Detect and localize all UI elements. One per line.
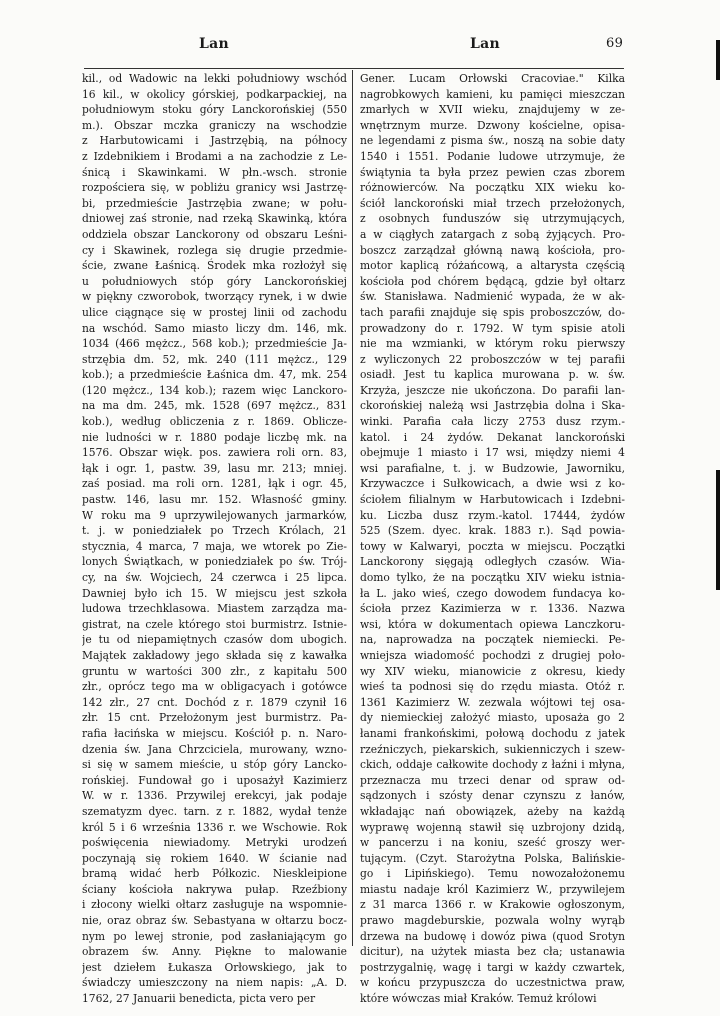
- text-line: na wschód. Samo miasto liczy dm. 146, mk.: [82, 321, 347, 335]
- text-line: kob.); a przedmieście Łaśnica dm. 47, mk. 254: [82, 368, 347, 382]
- text-line: nie, oraz obraz św. Sebastyana w ołtarzu bocz-: [82, 914, 347, 928]
- text-line: winki. Parafia cała liczy 2753 dusz rzym.-: [360, 415, 625, 429]
- running-header-left: Lan: [199, 36, 229, 52]
- text-line: si się w samem mieście, u stóp góry Lancko-: [82, 758, 347, 772]
- text-line: 142 złr., 27 cnt. Dochód z r. 1879 czynił 16: [82, 695, 347, 709]
- text-line: Lanckorony sięgają odległych czasów. Wia-: [360, 555, 625, 569]
- text-line: wniejsza wiadomość pochodzi z drugiej poło-: [360, 648, 625, 662]
- text-line: z 31 marca 1366 r. w Krakowie ogłoszonym,: [360, 898, 625, 912]
- text-line: 1540 i 1551. Podanie ludowe utrzymuje, że: [360, 149, 625, 163]
- text-line: ścioła przez Kazimierza w r. 1336. Nazwa: [360, 602, 625, 616]
- text-line: bramą widać herb Półkozic. Nieskleipione: [82, 867, 347, 881]
- text-line: w piękny czworobok, tworzący rynek, i w dwie: [82, 290, 347, 304]
- text-line: ku. Liczba dusz rzym.-katol. 17444, żydów: [360, 508, 625, 522]
- text-line: postrzygalnię, wagę i targi w każdy czwartek,: [360, 960, 625, 974]
- text-line: dy niemieckiej założyć miasto, uposaża go 2: [360, 711, 625, 725]
- text-line: południowym stoku góry Lanckorońskiej (550: [82, 103, 347, 117]
- text-line: tującym. (Czyt. Starożytna Polska, Balińskie-: [360, 851, 625, 865]
- text-line: jest dziełem Łukasza Orłowskiego, jak to: [82, 960, 347, 974]
- text-line: ściany kościoła nakrywa pułap. Rzeźbiony: [82, 882, 347, 896]
- text-line: W roku ma 9 uprzywilejowanych jarmarków,: [82, 508, 347, 522]
- text-line: na ma dm. 245, mk. 1528 (697 mężcz., 831: [82, 399, 347, 413]
- text-line: złr., oprócz tego ma w obligacyach i gotówce: [82, 680, 347, 694]
- text-line: rafia łacińska w miejscu. Kościół p. n. Naro-: [82, 726, 347, 740]
- text-line: bi, przedmieście Jastrzębia zwane; w połu-: [82, 196, 347, 210]
- text-line: kob.), według obliczenia z r. 1869. Oblicze-: [82, 415, 347, 429]
- column-divider: [352, 70, 353, 946]
- text-line: obrazem św. Anny. Piękne to malowanie: [82, 945, 347, 959]
- page-number: 69: [606, 36, 624, 51]
- text-line: strzębia dm. 52, mk. 240 (111 mężcz., 129: [82, 352, 347, 366]
- text-line: które wówczas miał Kraków. Temuż królowi: [360, 992, 597, 1006]
- text-line: świadczy umieszczony na niem napis: „A. D.: [82, 976, 347, 990]
- text-line: z wyliczonych 22 proboszczów w tej parafii: [360, 352, 625, 366]
- text-line: łąk i ogr. 1, pastw. 39, lasu mr. 213; mniej.: [82, 461, 347, 475]
- text-line: Majątek zakładowy jego składa się z kawałka: [82, 648, 347, 662]
- text-line: 1034 (466 mężcz., 568 kob.); przedmieście Ja-: [82, 337, 347, 351]
- text-line: 1361 Kazimierz W. zezwala wójtowi tej osa-: [360, 695, 625, 709]
- text-line: łanami frankońskimi, połową dochodu z jatek: [360, 726, 625, 740]
- scan-edge-mark: [716, 470, 720, 590]
- text-line: dicitur), na użytek miasta bez cła; ustanawia: [360, 945, 625, 959]
- text-line: w pancerzu i na koniu, sześć groszy wer-: [360, 836, 625, 850]
- text-line: stycznia, 4 marca, 7 maja, we wtorek po Zie-: [82, 539, 347, 553]
- running-header-right: Lan: [470, 36, 500, 52]
- text-line: zmarłych w XVII wieku, znajdujemy w ze-: [360, 103, 625, 117]
- text-line: wyprawę wojenną stawił się uzbrojony dzidą,: [360, 820, 625, 834]
- text-line: go i Lipińskiego). Temu nowozałożonemu: [360, 867, 625, 881]
- text-line: obejmuje 1 miasto i 17 wsi, między niemi 4: [360, 446, 625, 460]
- text-line: zaś posiad. ma roli orn. 1281, łąk i ogr. 45,: [82, 477, 347, 491]
- header-rule: [84, 68, 624, 69]
- text-line: ckorońskiej należą wsi Jastrzębia dolna i Ska-: [360, 399, 625, 413]
- text-line: towy w Kalwaryi, poczta w miejscu. Początki: [360, 539, 625, 553]
- text-line: ła L. jako wieś, czego dowodem fundacya ko-: [360, 586, 625, 600]
- text-line: dniowej zaś stronie, nad rzeką Skawinką, która: [82, 212, 347, 226]
- text-line: (120 mężcz., 134 kob.); razem więc Lanckoro-: [82, 383, 347, 397]
- text-line: miastu nadaje król Kazimierz W., przywilejem: [360, 882, 625, 896]
- text-line: lonych Świątkach, w poniedziałek po św. Trój-: [82, 555, 347, 569]
- text-line: pastw. 146, lasu mr. 152. Własność gminy.: [82, 493, 347, 507]
- text-line: ulice ciągnące się w prostej linii od zachodu: [82, 305, 347, 319]
- text-line: boszcz zarządzał główną nawą kościoła, pro-: [360, 243, 625, 257]
- text-line: z Harbutowicami i Jastrzębią, na północy: [82, 134, 347, 148]
- text-line: ludowa trzechklasowa. Miastem zarządza ma-: [82, 602, 347, 616]
- text-line: różnowierców. Na początku XIX wieku ko-: [360, 181, 625, 195]
- text-line: z Izdebnikiem i Brodami a na zachodzie z Le-: [82, 149, 347, 163]
- right-text-column: [360, 71, 625, 1007]
- text-line: wieś ta podnosi się do rzędu miasta. Otóż r.: [360, 680, 625, 694]
- text-line: drzewa na budowę i dowóz piwa (quod Srotyn: [360, 929, 625, 943]
- text-line: rozpościera się, w pobliżu granicy wsi Jastrzę-: [82, 181, 347, 195]
- text-line: Dawniej było ich 15. W miejscu jest szkoła: [82, 586, 347, 600]
- text-line: ckich, oddaje całkowite dochody z łaźni i młyna,: [360, 758, 625, 772]
- text-line: tach parafii znajduje się spis proboszczów, do-: [360, 305, 625, 319]
- text-line: osiadł. Jest tu kaplica murowana p. w. św.: [360, 368, 625, 382]
- text-line: domo tylko, że na początku XIV wieku istnia-: [360, 571, 625, 584]
- text-line: poczynają się rokiem 1640. W ścianie nad: [82, 851, 347, 865]
- text-line: wsi parafialne, t. j. w Budzowie, Jaworniku,: [360, 461, 625, 475]
- text-line: katol. i 24 żydów. Dekanat lanckoroński: [360, 430, 625, 444]
- text-line: prowadzony do r. 1792. W tym spisie atoli: [360, 321, 625, 335]
- text-line: złr. 15 cnt. Przełożonym jest burmistrz. Pa-: [82, 711, 347, 725]
- text-line: ne legendami z pisma św., noszą na sobie daty: [360, 134, 625, 148]
- text-line: rońskiej. Fundował go i uposażył Kazimierz: [82, 773, 347, 787]
- text-line: poświęcenia niewiadomy. Metryki urodzeń: [82, 836, 347, 850]
- text-line: wsi, która w dokumentach opiewa Lanczkoru-: [360, 617, 625, 631]
- scan-edge-mark: [716, 40, 720, 80]
- text-line: 16 kil., w okolicy górskiej, podkarpackiej, na: [82, 87, 347, 101]
- text-line: przeznacza mu trzeci denar od spraw od-: [360, 773, 625, 787]
- text-line: m.). Obszar mczka graniczy na wschodzie: [82, 118, 347, 132]
- text-line: w końcu przypuszcza do uczestnictwa praw,: [360, 976, 625, 990]
- text-line: wy XIV wieku, mianowicie z okresu, kiedy: [360, 664, 625, 678]
- text-line: sądzonych i szósty denar czynszu z łanów,: [360, 789, 625, 803]
- text-line: kil., od Wadowic na lekki południowy wschód: [82, 72, 347, 85]
- text-line: ściół lanckoroński miał trzech przełożonych,: [360, 196, 625, 210]
- text-line: 1576. Obszar więk. pos. zawiera roli orn. 83,: [82, 446, 347, 460]
- text-line: szematyzm dyec. tarn. z r. 1882, wydał tenże: [82, 804, 347, 818]
- text-line: cy, na św. Wojciech, 24 czerwca i 25 lipca.: [82, 571, 347, 584]
- text-line: a w ciągłych zatargach z sobą żyjących. Pro-: [360, 227, 625, 241]
- text-line: nym po lewej stronie, pod zasłaniającym go: [82, 929, 347, 943]
- text-line: nagrobkowych kamieni, ku pamięci mieszczan: [360, 87, 625, 101]
- text-line: nie ma wzmianki, w którym roku pierwszy: [360, 337, 625, 351]
- text-line: rzeźniczych, piekarskich, sukienniczych i szew-: [360, 742, 625, 756]
- text-line: śnicą i Skawinkami. W płn.-wsch. stronie: [82, 165, 347, 179]
- text-line: u południowych stóp góry Lanckorońskiej: [82, 274, 347, 288]
- text-line: oddziela obszar Lanckorony od obszaru Leśni-: [82, 227, 347, 241]
- text-line: 1762, 27 Januarii benedicta, picta vero per: [82, 992, 316, 1006]
- text-line: św. Stanisława. Nadmienić wypada, że w ak-: [360, 290, 625, 304]
- text-line: wkładając nań obowiązek, ażeby na każdą: [360, 804, 625, 818]
- text-line: Gener. Lucam Orłowski Cracoviae." Kilka: [360, 72, 625, 85]
- text-line: dzenia św. Jana Chrzciciela, murowany, wzno-: [82, 742, 347, 756]
- text-line: świątynia ta była przez pewien czas zborem: [360, 165, 625, 179]
- text-line: je tu od niepamiętnych czasów dom ubogich.: [82, 633, 347, 647]
- text-line: cy i Skawinek, rozlega się drugie przedmie-: [82, 243, 347, 257]
- text-line: gistrat, na czele którego stoi burmistrz. Istnie-: [82, 617, 347, 631]
- text-line: na, naprowadza na początek niemiecki. Pe-: [360, 633, 625, 647]
- text-line: kościoła pod chórem będącą, gdzie był ołtarz: [360, 274, 625, 288]
- scan-edge-marks: [706, 0, 720, 1016]
- text-line: t. j. w poniedziałek po Trzech Królach, 21: [82, 524, 347, 538]
- text-line: ściołem filialnym w Harbutowicach i Izdebni-: [360, 493, 625, 507]
- text-line: Krzywaczce i Sułkowicach, a dwie wsi z ko-: [360, 477, 625, 491]
- text-line: nie ludności w r. 1880 podaje liczbę mk. na: [82, 430, 347, 444]
- text-line: W. w r. 1336. Przywilej erekcyi, jak podaje: [82, 789, 347, 803]
- text-line: wnętrznym murze. Dzwony kościelne, opisa-: [360, 118, 625, 132]
- left-text-column: [82, 71, 347, 1007]
- text-line: i złocony wielki ołtarz zasługuje na wspomnie-: [82, 898, 347, 912]
- text-line: prawo magdeburskie, pozwala wolny wyrąb: [360, 914, 625, 928]
- text-line: motor kaplicą różańcową, a altarysta częścią: [360, 259, 625, 273]
- text-line: 525 (Szem. dyec. krak. 1883 r.). Sąd powia-: [360, 524, 625, 538]
- text-line: król 5 i 6 września 1336 r. we Wschowie. Rok: [82, 820, 347, 834]
- text-line: ście, zwane Łaśnicą. Środek mka rozłożył się: [82, 259, 347, 273]
- text-line: Krzyża, jeszcze nie ukończona. Do parafii lan-: [360, 383, 625, 397]
- text-line: z osobnych funduszów się utrzymujących,: [360, 212, 625, 226]
- text-line: gruntu w wartości 300 złr., z kapitału 500: [82, 664, 347, 678]
